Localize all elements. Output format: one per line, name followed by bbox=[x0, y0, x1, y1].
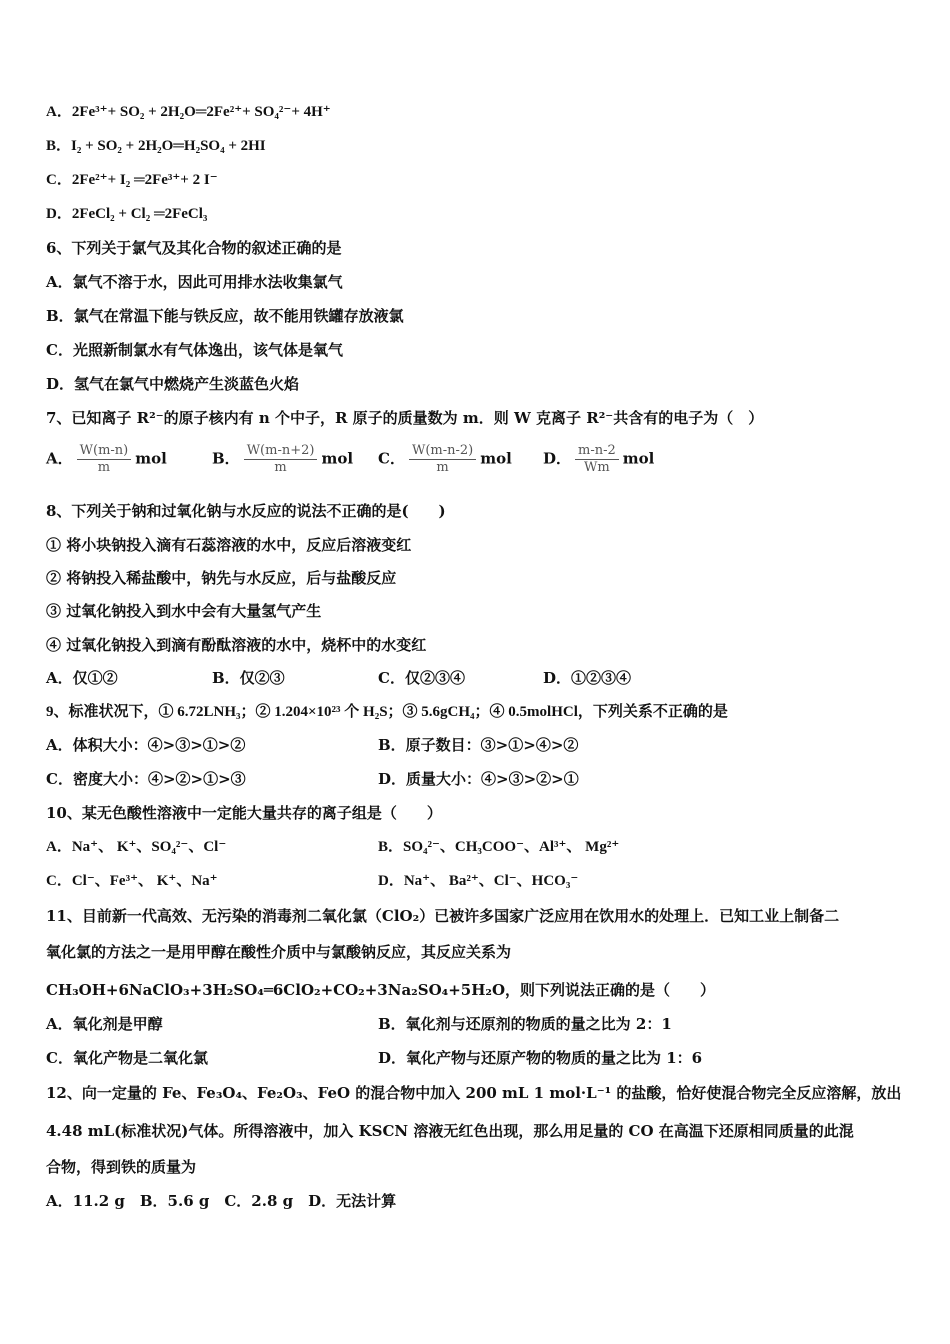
q12-options: A．11.2 g B．5.6 g C．2.8 g D．无法计算 bbox=[46, 1192, 397, 1210]
q11-option-d: D．氧化产物与还原产物的物质的量之比为 1：6 bbox=[378, 1049, 703, 1067]
q9-stem: 9、标准状况下，① 6.72LNH₃；② 1.204×10²³ 个 H₂S；③ 5.6gCH₄；④ 0.5molHCl，下列关系不正确的是 bbox=[46, 704, 728, 720]
q11-line-3: CH₃OH+6NaClO₃+3H₂SO₄═6ClO₂+CO₂+3Na₂SO₄+5H₂O，则下列说法正确的是（ ） bbox=[46, 981, 716, 999]
q7-c-unit: mol bbox=[480, 449, 512, 468]
q7-option-a-fraction bbox=[77, 443, 132, 476]
q7-d-denominator: Wm bbox=[584, 460, 610, 475]
q12-line-1: 12、向一定量的 Fe、Fe₃O₄、Fe₂O₃、FeO 的混合物中加入 200 mL 1 mol·L⁻¹ 的盐酸，恰好使混合物完全反应溶解，放出 bbox=[46, 1084, 902, 1102]
q6-option-c: C．光照新制氯水有气体逸出，该气体是氧气 bbox=[46, 341, 343, 359]
q10-option-a: A．Na⁺、 K⁺、SO₄²⁻、Cl⁻ bbox=[46, 839, 227, 855]
q8-option-b: B．仅②③ bbox=[212, 669, 285, 687]
q10-option-c: C．Cl⁻、Fe³⁺、 K⁺、Na⁺ bbox=[46, 873, 218, 889]
q7-stem: 7、已知离子 R²⁻的原子核内有 n 个中子，R 原子的质量数为 m．则 W 克离子 R²⁻共含有的电子为（ ） bbox=[46, 409, 764, 427]
q6-option-d: D．氢气在氯气中燃烧产生淡蓝色火焰 bbox=[46, 375, 300, 393]
q7-option-b bbox=[212, 443, 353, 476]
q7-a-unit: mol bbox=[135, 449, 167, 468]
q9-option-a: A．体积大小：④>③>①>② bbox=[46, 736, 246, 754]
q8-statement-2: ② 将钠投入稀盐酸中，钠先与水反应，后与盐酸反应 bbox=[46, 569, 397, 587]
q10-stem: 10、某无色酸性溶液中一定能大量共存的离子组是（ ） bbox=[46, 804, 442, 822]
q10-row-2 bbox=[46, 871, 906, 891]
q11-option-b: B．氧化剂与还原剂的物质的量之比为 2：1 bbox=[378, 1015, 672, 1033]
q8-option-a: A．仅①② bbox=[46, 669, 118, 687]
q7-b-denominator: m bbox=[274, 460, 287, 475]
q7-b-numerator: W(m-n+2) bbox=[244, 443, 318, 460]
q10-option-b: B．SO₄²⁻、CH₃COO⁻、Al³⁺、 Mg²⁺ bbox=[378, 839, 620, 855]
q7-option-c-label: C． bbox=[378, 449, 405, 468]
q7-option-d-label: D． bbox=[543, 449, 572, 468]
q7-d-numerator: m-n-2 bbox=[575, 443, 619, 460]
q7-option-c bbox=[378, 443, 512, 476]
q11-row-2 bbox=[46, 1048, 906, 1068]
q5-option-b: B．I₂ + SO₂ + 2H₂O═H₂SO₄ + 2HI bbox=[46, 138, 266, 154]
q7-option-a bbox=[46, 443, 167, 476]
q9-option-d: D．质量大小：④>③>②>① bbox=[378, 770, 579, 788]
q11-row-1 bbox=[46, 1014, 906, 1034]
q8-statement-4: ④ 过氧化钠投入到滴有酚酞溶液的水中，烧杯中的水变红 bbox=[46, 636, 427, 654]
q12-line-3: 合物，得到铁的质量为 bbox=[46, 1158, 197, 1176]
q7-option-d bbox=[543, 443, 654, 476]
q8-option-d: D．①②③④ bbox=[543, 669, 632, 687]
q7-c-numerator: W(m-n-2) bbox=[409, 443, 476, 460]
q5-option-d: D．2FeCl₂ + Cl₂ ═2FeCl₃ bbox=[46, 206, 208, 222]
q7-c-denominator: m bbox=[436, 460, 449, 475]
q6-stem: 6、下列关于氯气及其化合物的叙述正确的是 bbox=[46, 239, 342, 257]
q12-line-2: 4.48 mL(标准状况)气体。所得溶液中，加入 KSCN 溶液无红色出现，那么用足量的 CO 在高温下还原相同质量的此混 bbox=[46, 1122, 854, 1140]
q9-row-1 bbox=[46, 735, 906, 755]
q9-row-2 bbox=[46, 769, 906, 789]
q10-option-d: D．Na⁺、 Ba²⁺、Cl⁻、HCO₃⁻ bbox=[378, 873, 579, 889]
q9-option-b: B．原子数目：③>①>④>② bbox=[378, 736, 579, 754]
q7-b-unit: mol bbox=[321, 449, 354, 468]
q7-option-b-fraction bbox=[244, 443, 318, 476]
q8-statement-3: ③ 过氧化钠投入到水中会有大量氢气产生 bbox=[46, 602, 322, 620]
q6-option-b: B．氯气在常温下能与铁反应，故不能用铁罐存放液氯 bbox=[46, 307, 404, 325]
q9-option-c: C．密度大小：④>②>①>③ bbox=[46, 770, 246, 788]
q7-option-d-fraction bbox=[575, 443, 619, 476]
q7-a-denominator: m bbox=[97, 460, 111, 475]
q11-option-c: C．氧化产物是二氧化氯 bbox=[46, 1049, 208, 1067]
q8-stem: 8、下列关于钠和过氧化钠与水反应的说法不正确的是( ) bbox=[46, 502, 446, 520]
q5-option-c: C．2Fe²⁺+ I₂ ═2Fe³⁺+ 2 I⁻ bbox=[46, 172, 218, 188]
q7-option-a-label: A． bbox=[46, 449, 73, 468]
q8-statement-1: ① 将小块钠投入滴有石蕊溶液的水中，反应后溶液变红 bbox=[46, 536, 412, 554]
q6-option-a: A．氯气不溶于水，因此可用排水法收集氯气 bbox=[46, 273, 343, 291]
q11-line-2: 氧化氯的方法之一是用甲醇在酸性介质中与氯酸钠反应，其反应关系为 bbox=[46, 943, 512, 961]
q7-option-b-label: B． bbox=[212, 449, 240, 468]
q7-d-unit: mol bbox=[622, 449, 655, 468]
q11-line-1: 11、目前新一代高效、无污染的消毒剂二氧化氯（ClO₂）已被许多国家广泛应用在饮用水的处理上．已知工业上制备二 bbox=[46, 907, 840, 925]
q11-option-a: A．氧化剂是甲醇 bbox=[46, 1015, 163, 1033]
q7-a-numerator: W(m-n) bbox=[77, 443, 132, 460]
q10-row-1 bbox=[46, 837, 906, 857]
q8-options bbox=[46, 668, 906, 688]
q8-option-c: C．仅②③④ bbox=[378, 669, 465, 687]
q7-option-c-fraction bbox=[409, 443, 476, 476]
q5-option-a: A．2Fe³⁺+ SO₂ + 2H₂O═2Fe²⁺+ SO₄²⁻+ 4H⁺ bbox=[46, 104, 331, 120]
